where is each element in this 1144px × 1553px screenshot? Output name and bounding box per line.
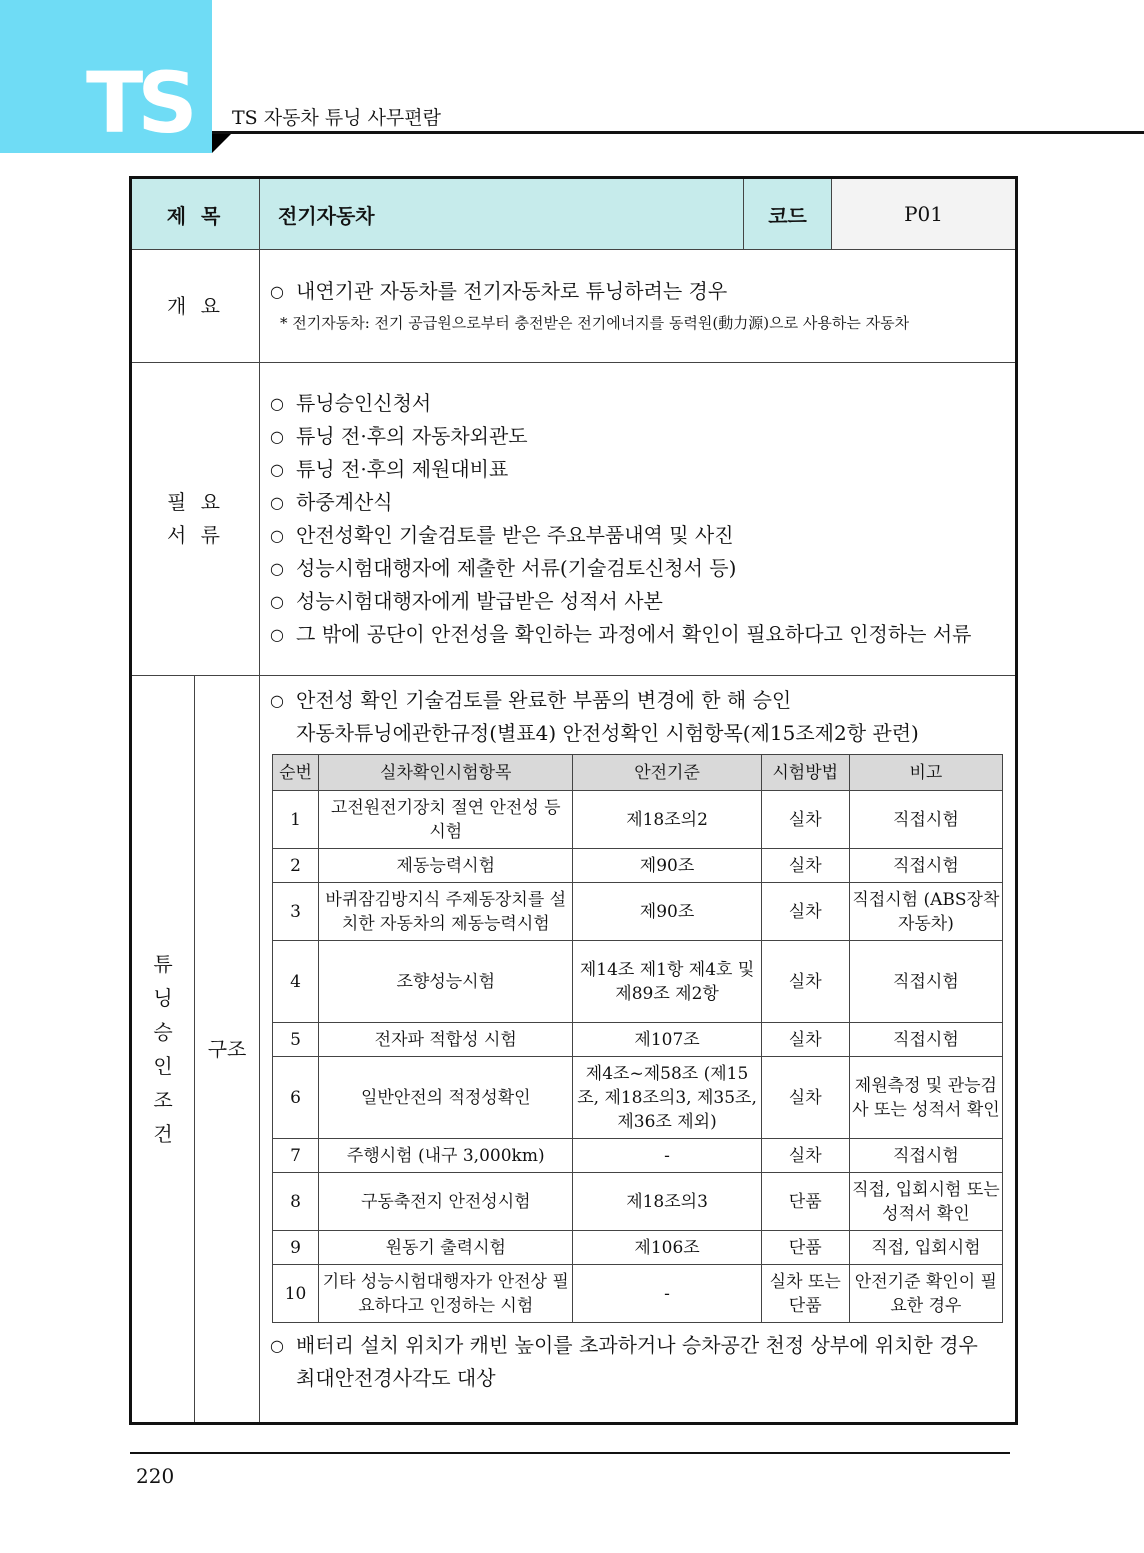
col-header: 비고 xyxy=(849,755,1002,791)
table-row: 6 일반안전의 적정성확인 제4조~제58조 (제15조, 제18조의3, 제35조, 제36조 제외) 실차 제원측정 및 관능검사 또는 성적서 확인 xyxy=(273,1057,1003,1139)
conditions-label: 튜 닝 승 인 조 건 xyxy=(131,676,195,1424)
bullet-icon: ○ xyxy=(270,493,284,512)
col-header: 안전기준 xyxy=(573,755,761,791)
cond-after-cont: 최대안전경사각도 대상 xyxy=(296,1366,496,1390)
header-title: TS 자동차 튜닝 사무편람 xyxy=(232,107,441,129)
doc-item: ○ 하중계산식 xyxy=(270,486,1007,519)
bullet-icon: ○ xyxy=(270,592,284,611)
table-row: 1 고전원전기장치 절연 안전성 등 시험 제18조의2 실차 직접시험 xyxy=(273,791,1003,849)
table-row: 4 조향성능시험 제14조 제1항 제4호 및 제89조 제2항 실차 직접시험 xyxy=(273,941,1003,1023)
doc-item: ○ 튜닝승인신청서 xyxy=(270,387,1007,420)
doc-item: ○ 튜닝 전·후의 자동차외관도 xyxy=(270,420,1007,453)
table-row: 8 구동축전지 안전성시험 제18조의3 단품 직접, 입회시험 또는 성적서 확인 xyxy=(273,1173,1003,1231)
bullet-icon: ○ xyxy=(270,460,284,479)
logo-block xyxy=(0,0,212,153)
title-label: 제 목 xyxy=(131,178,260,250)
docs-label: 필 요 서 류 xyxy=(131,363,260,676)
doc-item: ○ 안전성확인 기술검토를 받은 주요부품내역 및 사진 xyxy=(270,519,1007,552)
bullet-icon: ○ xyxy=(270,559,284,578)
bullet-icon: ○ xyxy=(270,526,284,545)
header-rule xyxy=(212,131,1144,134)
code-label: 코드 xyxy=(744,178,832,250)
overview-label: 개 요 xyxy=(131,250,260,363)
bullet-icon: ○ xyxy=(270,1336,284,1355)
overview-item: ○ 내연기관 자동차를 전기자동차로 튜닝하려는 경우 xyxy=(270,275,1007,308)
bullet-icon: ○ xyxy=(270,625,284,644)
overview-row xyxy=(131,250,1017,363)
bullet-icon: ○ xyxy=(270,394,284,413)
footer-rule xyxy=(130,1452,1010,1454)
conditions-row xyxy=(131,676,1017,1424)
overview-content xyxy=(260,250,1017,363)
col-header: 순번 xyxy=(273,755,319,791)
cond-after: ○ 배터리 설치 위치가 캐빈 높이를 초과하거나 승차공간 천정 상부에 위치한 경우 xyxy=(270,1329,1007,1362)
bullet-icon: ○ xyxy=(270,281,284,301)
col-header: 시험방법 xyxy=(761,755,849,791)
overview-note: * 전기자동차: 전기 공급원으로부터 충전받은 전기에너지를 동력원(動力源)으로 사용하는 자동차 xyxy=(280,313,910,332)
table-row: 3 바퀴잠김방지식 주제동장치를 설치한 자동차의 제동능력시험 제90조 실차 직접시험 (ABS장착 자동차) xyxy=(273,883,1003,941)
cond-intro-ref: 자동차튜닝에관한규정(별표4) 안전성확인 시험항목(제15조제2항 관련) xyxy=(296,721,919,745)
tuning-form-table xyxy=(129,176,1018,1425)
logo-notch xyxy=(212,133,232,153)
logo: TS xyxy=(86,54,192,152)
bullet-icon: ○ xyxy=(270,691,284,710)
code-value: P01 xyxy=(832,178,1017,250)
test-table-header xyxy=(273,755,1003,791)
col-header: 실차확인시험항목 xyxy=(319,755,573,791)
bullet-icon: ○ xyxy=(270,427,284,446)
doc-item: ○ 성능시험대행자에게 발급받은 성적서 사본 xyxy=(270,585,1007,618)
conditions-content xyxy=(260,676,1017,1424)
table-row: 7 주행시험 (내구 3,000km) - 실차 직접시험 xyxy=(273,1139,1003,1173)
doc-item: ○ 튜닝 전·후의 제원대비표 xyxy=(270,453,1007,486)
table-row: 2 제동능력시험 제90조 실차 직접시험 xyxy=(273,849,1003,883)
table-row: 9 원동기 출력시험 제106조 단품 직접, 입회시험 xyxy=(273,1231,1003,1265)
doc-item: ○ 그 밖에 공단이 안전성을 확인하는 과정에서 확인이 필요하다고 인정하는 서류 xyxy=(270,618,1007,651)
page-number: 220 xyxy=(136,1464,175,1488)
docs-list xyxy=(260,363,1017,676)
cond-intro: ○ 안전성 확인 기술검토를 완료한 부품의 변경에 한 해 승인 xyxy=(270,684,1007,717)
title-row xyxy=(131,178,1017,250)
structure-label: 구조 xyxy=(195,676,260,1424)
table-row: 10 기타 성능시험대행자가 안전상 필요하다고 인정하는 시험 - 실차 또는 단품 안전기준 확인이 필요한 경우 xyxy=(273,1265,1003,1323)
doc-item: ○ 성능시험대행자에 제출한 서류(기술검토신청서 등) xyxy=(270,552,1007,585)
docs-row xyxy=(131,363,1017,676)
test-items-table xyxy=(272,754,1003,1323)
table-row: 5 전자파 적합성 시험 제107조 실차 직접시험 xyxy=(273,1023,1003,1057)
title-value: 전기자동차 xyxy=(260,178,744,250)
